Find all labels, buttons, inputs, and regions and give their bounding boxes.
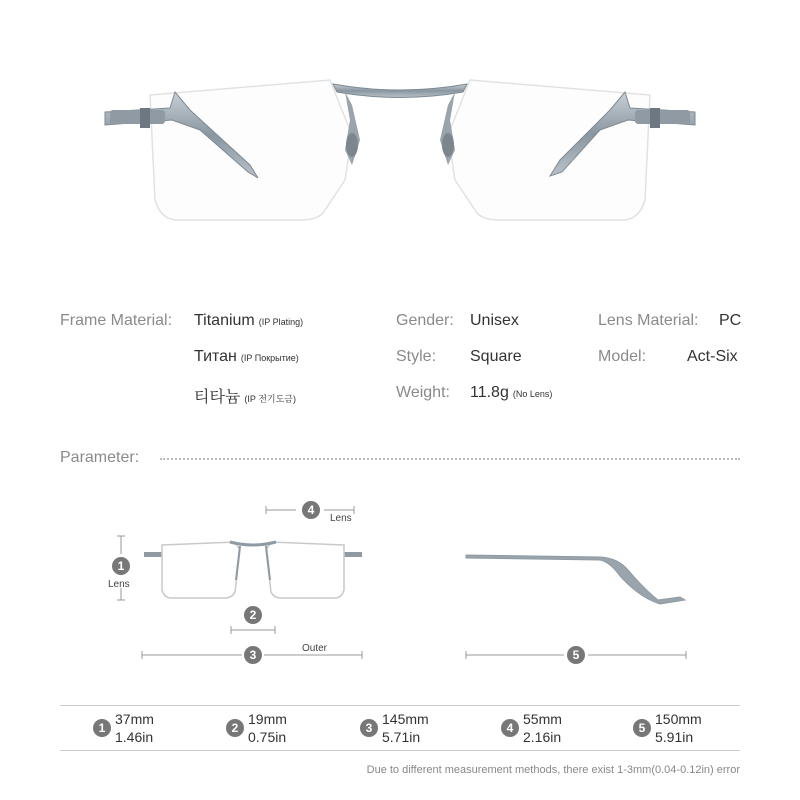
measurement-mm: 145mm xyxy=(382,711,429,727)
lens-width-label: Lens xyxy=(330,513,352,524)
measurement-in: 2.16in xyxy=(523,729,562,745)
measurement-mm: 19mm xyxy=(248,711,287,727)
lens-material-label: Lens Material: xyxy=(598,312,699,329)
weight-label: Weight: xyxy=(396,384,450,401)
model-label: Model: xyxy=(598,348,647,365)
measurement-number: 1 xyxy=(93,719,111,737)
measurements-row xyxy=(60,705,740,751)
frame-material-ru xyxy=(194,348,299,366)
error-footnote: Due to different measurement methods, there exist 1-3mm(0.04-0.12in) error xyxy=(366,764,740,776)
measurement-number: 3 xyxy=(360,719,378,737)
lens-material-value: PC xyxy=(719,312,742,329)
measurement-number: 4 xyxy=(501,719,519,737)
weight xyxy=(470,384,552,402)
badge-temple: 5 xyxy=(567,646,585,664)
parameter-label: Parameter: xyxy=(60,449,140,466)
frame-material-ko xyxy=(194,384,296,407)
measurement-in: 1.46in xyxy=(115,729,154,745)
badge-lens-width: 4 xyxy=(302,501,320,519)
badge-lens-height: 1 xyxy=(112,557,130,575)
measurement-mm: 150mm xyxy=(655,711,702,727)
badge-bridge: 2 xyxy=(244,606,262,624)
product-image xyxy=(0,0,800,260)
gender-label: Gender: xyxy=(396,312,454,329)
parameter-divider xyxy=(160,458,740,460)
measurement-in: 5.71in xyxy=(382,729,421,745)
frame-material-en-note: (IP Plating) xyxy=(258,317,304,327)
glasses-illustration xyxy=(0,0,800,260)
frame-material-ko-note: (IP 전기도금) xyxy=(244,394,296,404)
weight-value: 11.8g xyxy=(470,384,509,401)
frame-material-ru-note: (IP Покрытие) xyxy=(240,353,299,363)
measurement-mm: 37mm xyxy=(115,711,154,727)
measurement-in: 5.91in xyxy=(655,729,694,745)
measurement-in: 0.75in xyxy=(248,729,287,745)
weight-note: (No Lens) xyxy=(512,389,553,399)
badge-outer: 3 xyxy=(244,646,262,664)
measurement-number: 5 xyxy=(633,719,651,737)
frame-material-ko-value: 티타늄 xyxy=(194,389,241,406)
frame-material-ru-value: Титан xyxy=(194,348,237,365)
gender-value: Unisex xyxy=(470,312,519,329)
frame-material-en-value: Titanium xyxy=(194,312,255,329)
style-label: Style: xyxy=(396,348,437,365)
frame-material-label: Frame Material: xyxy=(60,312,173,329)
frame-material-en xyxy=(194,312,303,330)
model-value: Act-Six xyxy=(687,348,738,365)
style-value: Square xyxy=(470,348,522,365)
outer-label: Outer xyxy=(302,643,328,654)
measurement-number: 2 xyxy=(226,719,244,737)
lens-height-label: Lens xyxy=(108,579,130,590)
measurement-mm: 55mm xyxy=(523,711,562,727)
